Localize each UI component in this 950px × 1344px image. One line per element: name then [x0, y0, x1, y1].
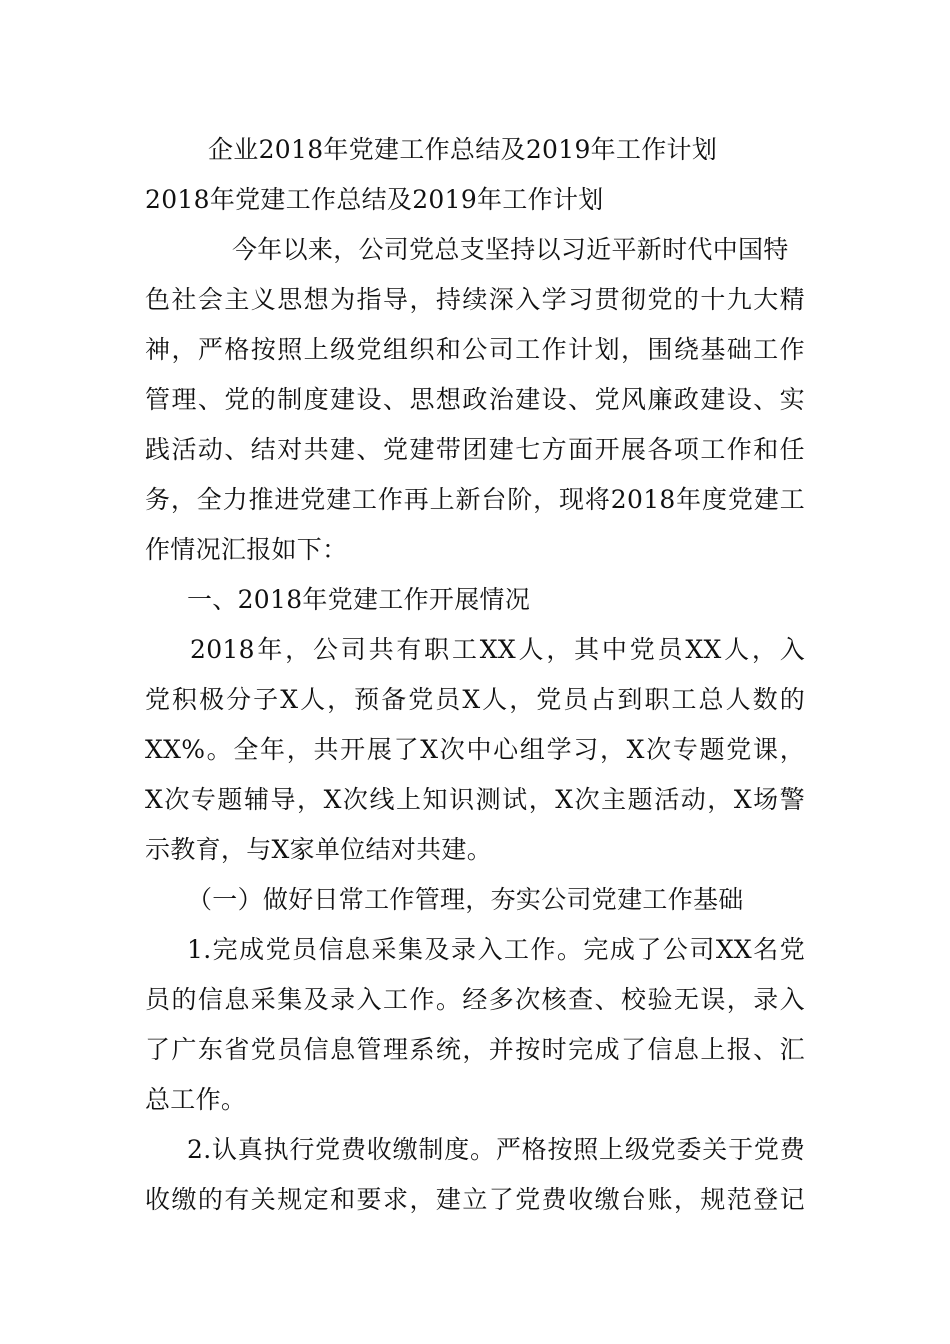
paragraph-line: 员的信息采集及录入工作。经多次核查、校验无误，录入 — [145, 985, 805, 1014]
paragraph-line: 务，全力推进党建工作再上新台阶，现将2018年度党建工 — [145, 485, 805, 514]
paragraph-line: X次专题辅导，X次线上知识测试，X次主题活动，X场警 — [145, 785, 805, 814]
paragraph-line: 今年以来，公司党总支坚持以习近平新时代中国特 — [232, 235, 789, 264]
paragraph-line: 管理、党的制度建设、思想政治建设、党风廉政建设、实 — [145, 385, 805, 414]
paragraph-line: 神，严格按照上级党组织和公司工作计划，围绕基础工作 — [145, 335, 805, 364]
paragraph-line: 作情况汇报如下： — [145, 535, 348, 564]
document-title: 企业2018年党建工作总结及2019年工作计划 — [208, 135, 718, 164]
document-subtitle: 2018年党建工作总结及2019年工作计划 — [145, 185, 604, 214]
paragraph-line: 2018年，公司共有职工XX人，其中党员XX人，入 — [190, 635, 805, 664]
paragraph-line: 2.认真执行党费收缴制度。严格按照上级党委关于党费 — [187, 1135, 805, 1164]
section-heading: 一、2018年党建工作开展情况 — [187, 585, 531, 614]
paragraph-line: 总工作。 — [145, 1085, 247, 1114]
paragraph-line: 收缴的有关规定和要求，建立了党费收缴台账，规范登记 — [145, 1185, 805, 1214]
paragraph-line: 了广东省党员信息管理系统，并按时完成了信息上报、汇 — [145, 1035, 805, 1064]
subsection-heading: （一）做好日常工作管理，夯实公司党建工作基础 — [187, 885, 744, 914]
paragraph-line: 1.完成党员信息采集及录入工作。完成了公司XX名党 — [187, 935, 805, 964]
paragraph-line: 示教育，与X家单位结对共建。 — [145, 835, 492, 864]
paragraph-line: XX%。全年，共开展了X次中心组学习，X次专题党课， — [145, 735, 805, 764]
paragraph-line: 色社会主义思想为指导，持续深入学习贯彻党的十九大精 — [145, 285, 805, 314]
paragraph-line: 党积极分子X人，预备党员X人，党员占到职工总人数的 — [145, 685, 805, 714]
paragraph-line: 践活动、结对共建、党建带团建七方面开展各项工作和任 — [145, 435, 805, 464]
